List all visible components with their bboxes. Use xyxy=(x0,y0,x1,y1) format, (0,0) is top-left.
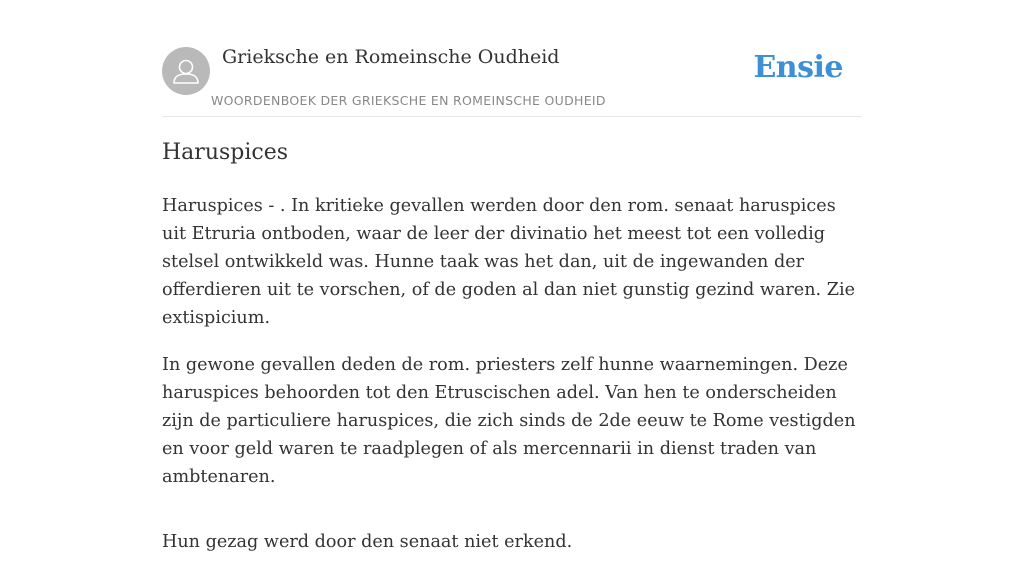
source-title[interactable]: Grieksche en Romeinsche Oudheid xyxy=(222,46,560,68)
entry-paragraph: In gewone gevallen deden de rom. priesters zelf hunne waarnemingen. Deze haruspices behoorden tot den Etruscischen adel. Van hen te onderscheiden zijn de particuliere haruspices, die zich sinds de 2de eeuw te Rome vestigden en voor geld waren te raadplegen of als mercennarii in dienst traden van ambtenaren. xyxy=(162,355,856,487)
source-avatar[interactable] xyxy=(162,47,210,95)
header xyxy=(162,0,862,117)
source-subtitle: WOORDENBOEK DER GRIEKSCHE EN ROMEINSCHE OUDHEID xyxy=(211,93,606,108)
entry-paragraph: Haruspices - . In kritieke gevallen werden door den rom. senaat haruspices uit Etruria ontboden, waar de leer der divinatio het meest tot een volledig stelsel ontwikkeld was. Hunne taak was het dan, uit de ingewanden der offerdieren uit te vorschen, of de goden al dan niet gunstig gezind waren. Zie extispicium. xyxy=(162,196,855,328)
brand-logo[interactable]: Ensie xyxy=(753,50,843,85)
entry-body xyxy=(162,192,862,575)
user-icon xyxy=(162,47,210,95)
entry-title: Haruspices xyxy=(162,140,289,165)
entry-paragraph: Hun gezag werd door den senaat niet erkend. xyxy=(162,532,573,552)
page xyxy=(162,0,862,552)
